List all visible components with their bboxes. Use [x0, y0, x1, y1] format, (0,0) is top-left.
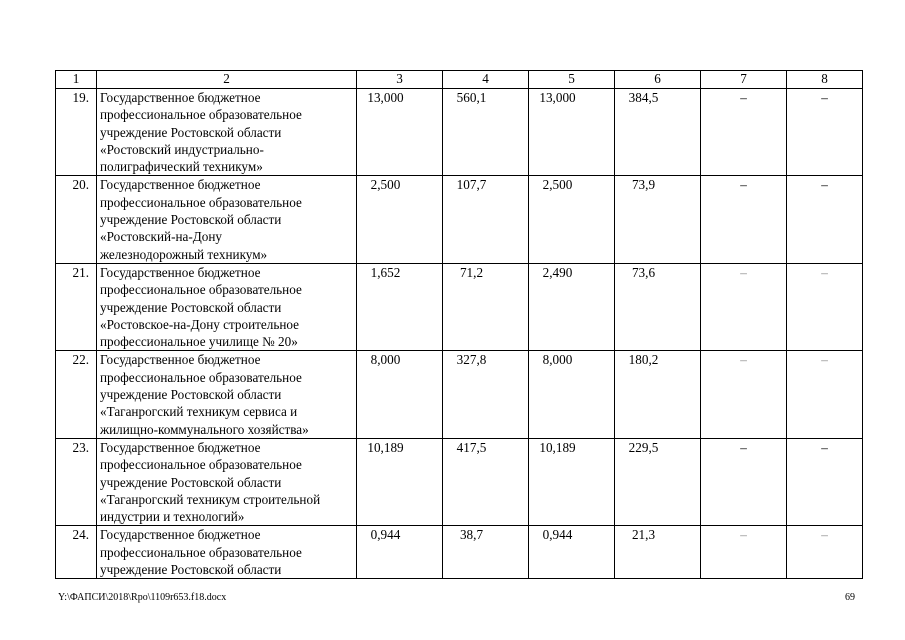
cell-col7: –	[701, 176, 787, 263]
name-line: Государственное бюджетное	[100, 90, 261, 105]
table-header-row	[56, 71, 863, 89]
cell-col5: 0,944	[529, 526, 615, 579]
cell-col4: 107,7	[443, 176, 529, 263]
row-number: 23.	[56, 438, 97, 525]
institution-name	[97, 176, 357, 263]
name-line: учреждение Ростовской области	[100, 562, 282, 578]
institution-name	[97, 89, 357, 176]
name-line: учреждение Ростовской области	[100, 387, 282, 403]
column-header: 2	[97, 71, 357, 89]
name-line: Государственное бюджетное	[100, 527, 261, 543]
cell-col6: 384,5	[615, 89, 701, 176]
cell-col6: 229,5	[615, 438, 701, 525]
cell-col6: 180,2	[615, 351, 701, 438]
table-row	[56, 263, 863, 350]
cell-col7: –	[701, 263, 787, 350]
cell-col3: 0,944	[357, 526, 443, 579]
cell-col3: 13,000	[357, 89, 443, 176]
column-header: 3	[357, 71, 443, 89]
name-line: профессиональное образовательное	[100, 544, 302, 560]
name-line: профессиональное образовательное	[100, 194, 302, 210]
cell-col7: –	[701, 351, 787, 438]
cell-col3: 10,189	[357, 438, 443, 525]
cell-col5: 13,000	[529, 89, 615, 176]
cell-col3: 1,652	[357, 263, 443, 350]
cell-col5: 8,000	[529, 351, 615, 438]
name-line: индустрии и технологий»	[100, 509, 245, 525]
cell-col3: 8,000	[357, 351, 443, 438]
table-row	[56, 176, 863, 263]
name-line: «Ростовский-на-Дону	[100, 229, 223, 245]
cell-col4: 38,7	[443, 526, 529, 579]
name-line: «Таганрогский техникум сервиса и	[100, 404, 298, 420]
name-line: профессиональное образовательное	[100, 282, 302, 298]
name-line: учреждение Ростовской области	[100, 299, 282, 315]
name-line: полиграфический техникум»	[100, 159, 263, 175]
name-line: профессиональное образовательное	[100, 457, 302, 473]
cell-col5: 2,490	[529, 263, 615, 350]
name-line: «Таганрогский техникум строительной	[100, 491, 321, 507]
cell-col8: –	[787, 263, 863, 350]
page-number: 69	[845, 592, 855, 603]
name-line: профессиональное образовательное	[100, 369, 302, 385]
row-number: 20.	[56, 176, 97, 263]
table-row	[56, 89, 863, 176]
name-line: Государственное бюджетное	[100, 439, 261, 455]
cell-col5: 10,189	[529, 438, 615, 525]
name-line: жилищно-коммунального хозяйства»	[100, 421, 309, 437]
name-line: «Ростовское-на-Дону строительное	[100, 316, 300, 332]
name-line: учреждение Ростовской области	[100, 212, 282, 228]
data-table	[55, 70, 863, 579]
name-line: Государственное бюджетное	[100, 352, 261, 368]
name-line: профессиональное училище № 20»	[100, 334, 298, 350]
cell-col7: –	[701, 526, 787, 579]
name-line: учреждение Ростовской области	[100, 124, 282, 140]
row-number: 22.	[56, 351, 97, 438]
institution-name	[97, 438, 357, 525]
cell-col4: 417,5	[443, 438, 529, 525]
name-line: «Ростовский индустриально-	[100, 141, 264, 157]
table-row	[56, 526, 863, 579]
column-header: 4	[443, 71, 529, 89]
column-header: 1	[56, 71, 97, 89]
name-line: профессиональное образовательное	[100, 107, 302, 123]
footer-file-path: Y:\ФАПСИ\2018\Rpo\1109r653.f18.docx	[58, 592, 227, 603]
institution-name	[97, 263, 357, 350]
cell-col6: 73,9	[615, 176, 701, 263]
column-header: 8	[787, 71, 863, 89]
cell-col4: 71,2	[443, 263, 529, 350]
cell-col3: 2,500	[357, 176, 443, 263]
row-number: 19.	[56, 89, 97, 176]
column-header: 7	[701, 71, 787, 89]
cell-col8: –	[787, 438, 863, 525]
cell-col8: –	[787, 176, 863, 263]
name-line: железнодорожный техникум»	[100, 246, 268, 262]
cell-col5: 2,500	[529, 176, 615, 263]
column-header: 6	[615, 71, 701, 89]
row-number: 21.	[56, 263, 97, 350]
cell-col7: –	[701, 438, 787, 525]
column-header: 5	[529, 71, 615, 89]
row-number: 24.	[56, 526, 97, 579]
cell-col8: –	[787, 89, 863, 176]
cell-col6: 73,6	[615, 263, 701, 350]
table-row	[56, 351, 863, 438]
table-row	[56, 438, 863, 525]
cell-col7: –	[701, 89, 787, 176]
cell-col8: –	[787, 351, 863, 438]
name-line: учреждение Ростовской области	[100, 474, 282, 490]
cell-col6: 21,3	[615, 526, 701, 579]
institution-name	[97, 526, 357, 579]
cell-col4: 327,8	[443, 351, 529, 438]
institution-name	[97, 351, 357, 438]
name-line: Государственное бюджетное	[100, 264, 261, 280]
cell-col8: –	[787, 526, 863, 579]
cell-col4: 560,1	[443, 89, 529, 176]
name-line: Государственное бюджетное	[100, 177, 261, 193]
